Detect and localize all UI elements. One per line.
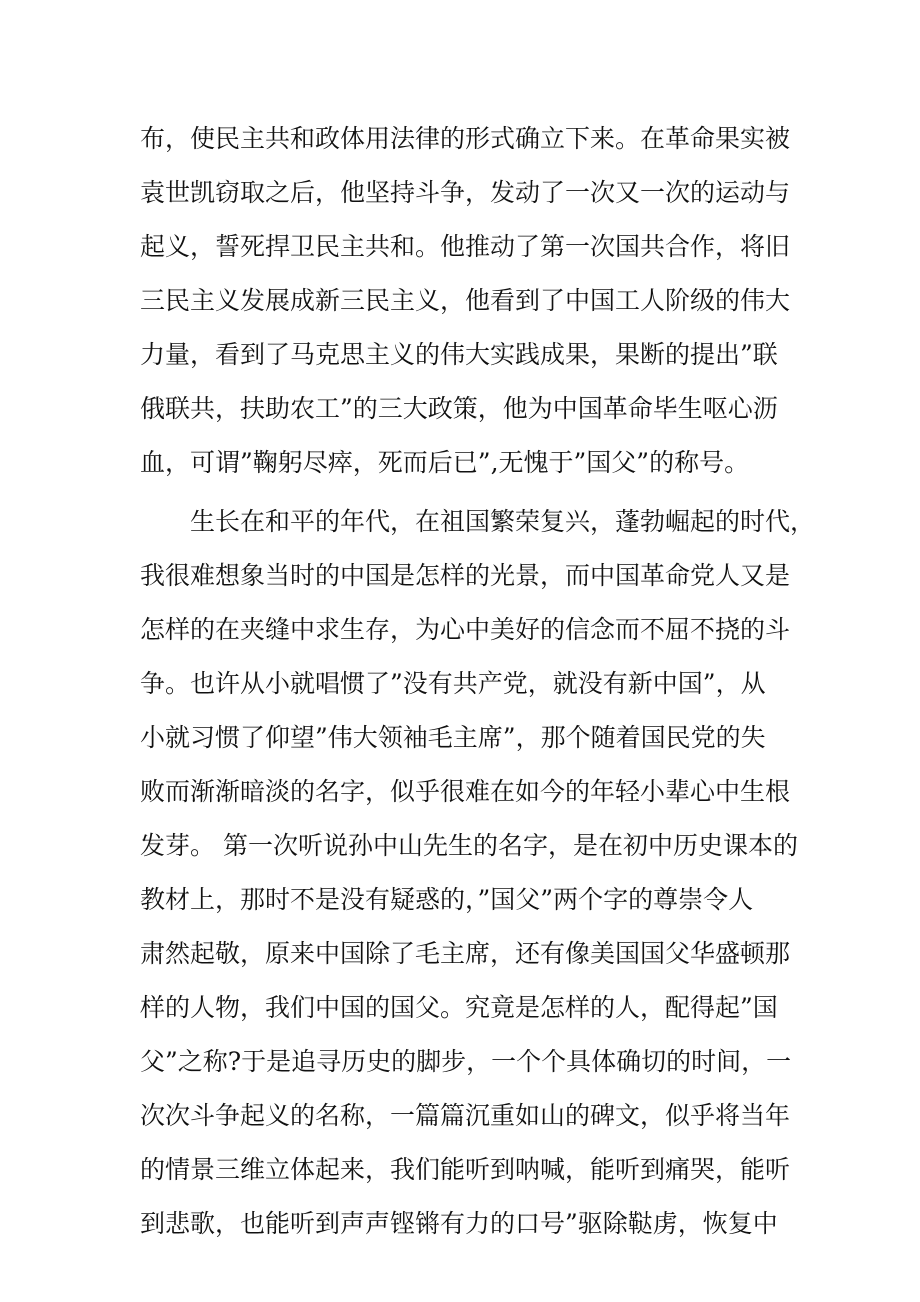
paragraph-line: 父”之称?于是追寻历史的脚步，一个个具体确切的时间，一 [140, 1047, 792, 1076]
paragraph-line: 布，使民主共和政体用法律的形式确立下来。在革命果实被 [140, 124, 791, 153]
paragraph-line: 生长在和平的年代，在祖国繁荣复兴，蓬勃崛起的时代， [140, 507, 816, 536]
paragraph-line: 肃然起敬，原来中国除了毛主席，还有像美国国父华盛顿那 [140, 939, 791, 968]
paragraph-line: 起义，誓死捍卫民主共和。他推动了第一次国共合作，将旧 [140, 232, 791, 261]
paragraph-line: 样的人物，我们中国的国父。究竟是怎样的人，配得起”国 [140, 993, 778, 1022]
paragraph-line: 袁世凯窃取之后，他坚持斗争，发动了一次又一次的运动与 [140, 178, 791, 207]
paragraph-line: 的情景三维立体起来，我们能听到呐喊，能听到痛哭，能听 [140, 1155, 791, 1184]
paragraph-line: 发芽。 第一次听说孙中山先生的名字，是在初中历史课本的 [140, 831, 798, 860]
paragraph-line: 俄联共，扶助农工”的三大政策，他为中国革命毕生呕心沥 [140, 394, 778, 423]
paragraph-line: 小就习惯了仰望”伟大领袖毛主席”，那个随着国民党的失 [140, 723, 766, 752]
paragraph-line: 力量，看到了马克思主义的伟大实践成果，果断的提出”联 [140, 340, 778, 369]
paragraph-line: 三民主义发展成新三民主义，他看到了中国工人阶级的伟大 [140, 286, 791, 315]
paragraph-line: 争。也许从小就唱惯了”没有共产党，就没有新中国”，从 [140, 669, 766, 698]
paragraph-line: 到悲歌，也能听到声声铿锵有力的口号”驱除鞑虏，恢复中 [140, 1209, 778, 1238]
paragraph-line: 教材上，那时不是没有疑惑的，”国父”两个字的尊崇令人 [140, 885, 754, 914]
paragraph-line: 怎样的在夹缝中求生存，为心中美好的信念而不屈不挠的斗 [140, 615, 791, 644]
paragraph-2 [140, 495, 816, 1251]
paragraph-line: 我很难想象当时的中国是怎样的光景，而中国革命党人又是 [140, 561, 791, 590]
paragraph-1 [140, 112, 791, 490]
paragraph-line: 次次斗争起义的名称，一篇篇沉重如山的碑文，似乎将当年 [140, 1101, 791, 1130]
paragraph-line: 血，可谓”鞠躬尽瘁，死而后已”,无愧于”国父”的称号。 [140, 448, 750, 477]
paragraph-line: 败而渐渐暗淡的名字，似乎很难在如今的年轻小辈心中生根 [140, 777, 791, 806]
